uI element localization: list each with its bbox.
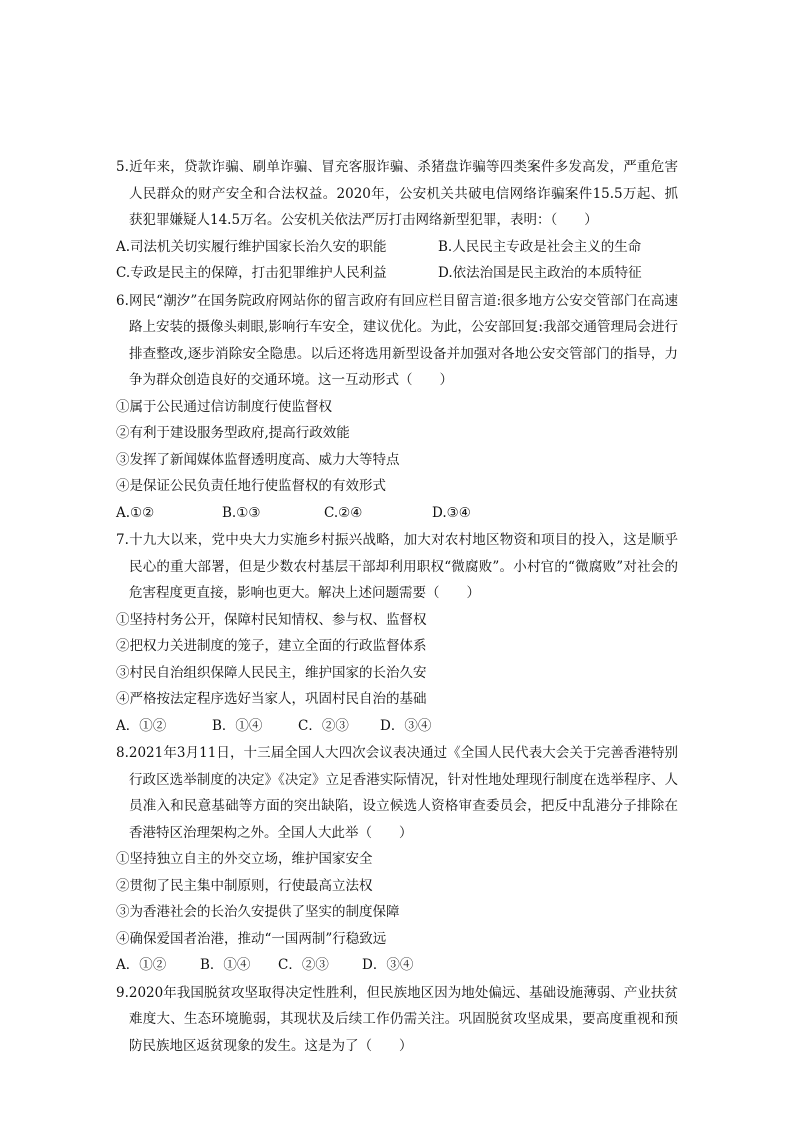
option-b[interactable]: B．①④: [212, 717, 263, 734]
option-d[interactable]: D.③④: [432, 504, 471, 521]
question-6: [116, 288, 678, 527]
statement-item: ①属于公民通过信访制度行使监督权: [116, 398, 332, 415]
option-c[interactable]: C.②④: [324, 504, 363, 521]
options-row: [116, 260, 678, 287]
options-row: [116, 713, 678, 740]
question-stem: 8.2021年3月11日，十三届全国人大四次会议表决通过《全国人民代表大会关于完善香港特别行政区选举制度的决定》《决定》立足香港实际情况，针对性地处理现行制度在选举程序、人员准入和民意基础等方面的突出缺陷，设立候选人资格审查委员会，把反中乱港分子排除在香港特区治理架构之外。全国人大此举（ ）: [116, 745, 678, 841]
option-b[interactable]: B.①③: [222, 504, 261, 521]
statement-item: ④是保证公民负责任地行使监督权的有效形式: [116, 478, 386, 494]
option-d[interactable]: D．③④: [380, 717, 432, 734]
option-b[interactable]: B．①④: [200, 957, 251, 973]
statement-item: ②有利于建设服务型政府,提高行政效能: [116, 425, 350, 441]
option-c[interactable]: C．②③: [278, 957, 329, 973]
question-list: [116, 154, 678, 1059]
option-a[interactable]: A.①②: [116, 504, 155, 521]
statement-item: ④确保爱国者治港，推动“一国两制”行稳致远: [116, 930, 387, 947]
question-9: [116, 980, 678, 1060]
statement-item: ②贯彻了民主集中制原则，行使最高立法权: [116, 877, 373, 894]
question-stem: 9.2020年我国脱贫攻坚取得决定性胜利，但民族地区因为地处偏远、基础设施薄弱、产业扶贫难度大、生态环境脆弱，其现状及后续工作仍需关注。巩固脱贫攻坚成果，要高度重视和预防民族地区返贫现象的发生。这是为了（ ）: [116, 984, 678, 1054]
question-8: [116, 740, 678, 979]
option-c[interactable]: C.专政是民主的保障，打击犯罪维护人民利益: [116, 265, 387, 281]
options-row: [116, 500, 678, 527]
statement-item: ③发挥了新闻媒体监督透明度高、威力大等特点: [116, 451, 400, 468]
option-a[interactable]: A．①②: [116, 717, 167, 734]
options-row: [116, 234, 678, 261]
statement-item: ③村民自治组织保障人民民主，维护国家的长治久安: [116, 664, 427, 681]
statement-item: ①坚持独立自主的外交立场，维护国家安全: [116, 851, 373, 867]
option-b[interactable]: B.人民民主专政是社会主义的生命: [438, 238, 642, 255]
question-stem: 6.网民“潮汐”在国务院政府网站你的留言政府有回应栏目留言道:很多地方公安交管部门在高速路上安装的摄像头刺眼,影响行车安全，建议优化。为此，公安部回复:我部交通管理局会进行排查整改,逐步消除安全隐患。以后还将选用新型设备并加强对各地公安交管部门的指导，力争为群众创造良好的交通环境。这一互动形式（ ）: [116, 292, 678, 388]
option-d[interactable]: D．③④: [362, 957, 414, 973]
statement-item: ③为香港社会的长治久安提供了坚实的制度保障: [116, 904, 400, 920]
option-a[interactable]: A.司法机关切实履行维护国家长治久安的职能: [116, 238, 387, 255]
statement-item: ④严格按法定程序选好当家人，巩固村民自治的基础: [116, 691, 427, 707]
option-c[interactable]: C．②③: [298, 717, 349, 734]
option-a[interactable]: A．①②: [116, 957, 167, 973]
question-stem: 5.近年来，贷款诈骗、刷单诈骗、冒充客服诈骗、杀猪盘诈骗等四类案件多发高发，严重危害人民群众的财产安全和合法权益。2020年，公安机关共破电信网络诈骗案件15.5万起、抓获犯罪嫌疑人14.5万名。公安机关依法严厉打击网络新型犯罪，表明：（ ）: [116, 159, 678, 228]
options-row: [116, 952, 678, 979]
statement-item: ②把权力关进制度的笼子，建立全面的行政监督体系: [116, 638, 427, 654]
question-7: [116, 527, 678, 739]
option-d[interactable]: D.依法治国是民主政治的本质特征: [438, 265, 642, 281]
question-5: [116, 154, 678, 287]
question-stem: 7.十九大以来，党中央大力实施乡村振兴战略，加大对农村地区物资和项目的投入，这是顺乎民心的重大部署，但是少数农村基层干部却利用职权“微腐败”。小村官的“微腐败”对社会的危害程度更直接，影响也更大。解决上述问题需要（ ）: [116, 532, 678, 601]
statement-item: ①坚持村务公开，保障村民知情权、参与权、监督权: [116, 611, 427, 628]
